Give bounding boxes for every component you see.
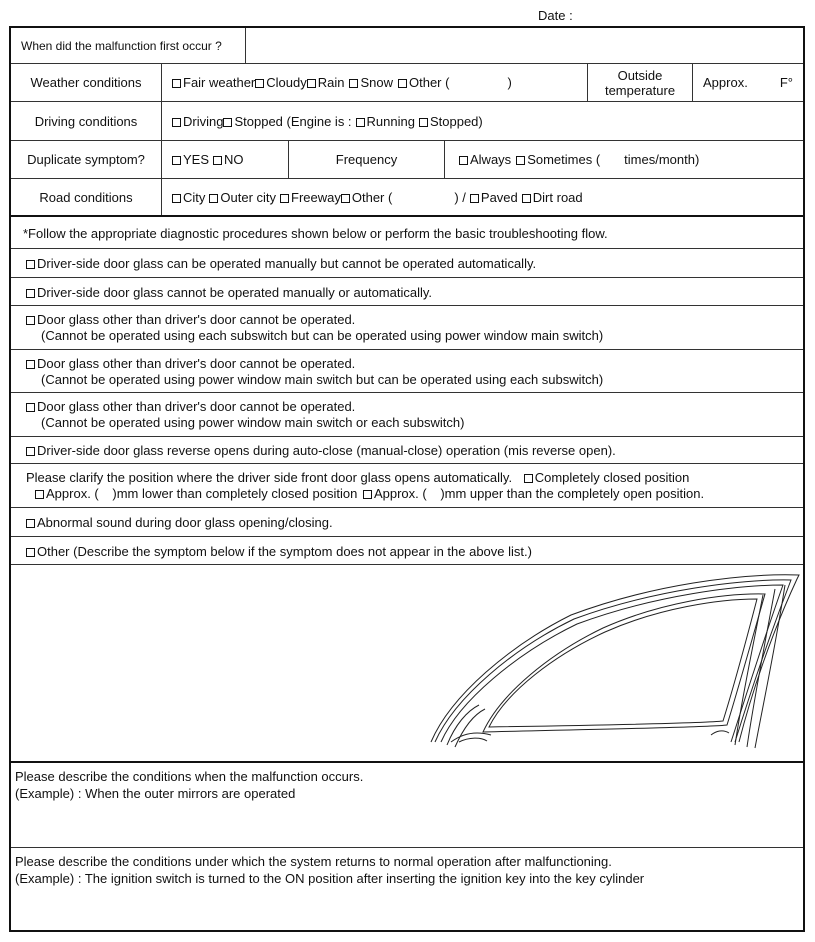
symptom-row (11, 393, 803, 437)
checkbox-approx-upper[interactable]: Approx. ( (363, 486, 427, 501)
checkbox-stopped[interactable]: Stopped (Engine is : (223, 114, 351, 129)
symptom-row (11, 278, 803, 306)
driving-label: Driving conditions (34, 113, 138, 129)
times-month-label: times/month) (624, 152, 700, 167)
describe-return-prompt: Please describe the conditions under which the system returns to normal operation after malfunctioning. (15, 854, 612, 869)
checkbox-completely-closed[interactable]: Completely closed position (524, 470, 690, 485)
outside-temp-label: Outside temperature (587, 64, 692, 101)
checkbox-symptom-6[interactable]: Driver-side door glass reverse opens during auto-close (manual-close) operation (mis reverse open). (26, 443, 616, 458)
checkbox-symptom-2[interactable]: Driver-side door glass cannot be operated manually or automatically. (26, 285, 432, 300)
checkbox-no[interactable]: NO (213, 152, 244, 167)
symptom-5-detail: (Cannot be operated using power window main switch or each subswitch) (41, 415, 465, 430)
symptom-row (11, 437, 803, 464)
describe-conditions-example: (Example) : When the outer mirrors are operated (15, 786, 296, 801)
checkbox-fair-weather[interactable]: Fair weather (172, 75, 255, 90)
approx-label: Approx. (703, 75, 748, 90)
frequency-label: Frequency (288, 141, 444, 178)
checkbox-sometimes[interactable]: Sometimes ( (516, 152, 600, 167)
row-weather (11, 64, 803, 102)
symptom-7-question: Please clarify the position where the driver side front door glass opens automatically. Completely closed position (26, 470, 690, 485)
temp-unit: F° (779, 75, 793, 90)
symptom-row (11, 350, 803, 393)
row-duplicate (11, 141, 803, 179)
checkbox-weather-other[interactable]: Other ( (398, 75, 449, 90)
drawing-area[interactable] (11, 565, 803, 763)
weather-label: Weather conditions (30, 75, 142, 90)
instruction-text: *Follow the appropriate diagnostic procedures shown below or perform the basic troubleshooting flow. (23, 226, 608, 241)
row-first-occur (11, 28, 803, 64)
frequency-options (444, 141, 803, 178)
row-road (11, 179, 803, 217)
diagnostic-worksheet (9, 26, 805, 932)
duplicate-options (161, 141, 288, 178)
symptom-row (11, 508, 803, 537)
checkbox-cloudy[interactable]: Cloudy (255, 75, 306, 90)
road-label: Road conditions (39, 189, 133, 205)
describe-conditions-section[interactable] (11, 763, 803, 848)
describe-conditions-prompt: Please describe the conditions when the malfunction occurs. (15, 769, 364, 784)
duplicate-label: Duplicate symptom? (27, 152, 145, 167)
checkbox-freeway[interactable]: Freeway (280, 190, 341, 205)
weather-other-close: ) (507, 75, 512, 90)
checkbox-always[interactable]: Always (459, 152, 511, 167)
symptom-row (11, 464, 803, 508)
date-label: Date : (538, 8, 573, 23)
describe-return-section[interactable] (11, 848, 803, 930)
symptom-7-options: Approx. ( )mm lower than completely closed position Approx. ( )mm upper than the completely open position. (35, 486, 704, 501)
weather-options (161, 64, 587, 101)
symptom-row (11, 306, 803, 350)
approx-temp-field[interactable] (692, 64, 803, 101)
checkbox-road-other[interactable]: Other ( (341, 190, 392, 205)
checkbox-symptom-8[interactable]: Abnormal sound during door glass opening/closing. (26, 515, 333, 530)
first-occur-field[interactable] (245, 28, 803, 63)
checkbox-engine-stopped[interactable]: Stopped) (419, 114, 483, 129)
door-frame-icon (431, 575, 799, 748)
symptom-3-detail: (Cannot be operated using each subswitch but can be operated using power window main switch) (41, 328, 604, 343)
row-instruction (11, 217, 803, 249)
checkbox-driving[interactable]: Driving (172, 114, 223, 129)
describe-return-example: (Example) : The ignition switch is turned to the ON position after inserting the ignition key into the key cylinder (15, 871, 645, 886)
door-glass-illustration (11, 565, 803, 761)
checkbox-symptom-5[interactable]: Door glass other than driver's door cannot be operated. (26, 399, 355, 414)
symptom-row (11, 537, 803, 565)
checkbox-running[interactable]: Running (356, 114, 415, 129)
checkbox-approx-lower[interactable]: Approx. ( (35, 486, 99, 501)
symptom-4-detail: (Cannot be operated using power window main switch but can be operated using each subswitch) (41, 372, 604, 387)
row-driving (11, 102, 803, 141)
first-occur-label: When did the malfunction first occur ? (21, 38, 222, 53)
checkbox-symptom-4[interactable]: Door glass other than driver's door cannot be operated. (26, 356, 355, 371)
checkbox-paved[interactable]: Paved (470, 190, 518, 205)
road-slash: ) / (454, 189, 466, 205)
checkbox-snow[interactable]: Snow (349, 75, 393, 90)
road-options (161, 179, 803, 215)
driving-options (161, 102, 803, 140)
checkbox-dirt-road[interactable]: Dirt road (522, 190, 583, 205)
symptom-row (11, 249, 803, 278)
checkbox-yes[interactable]: YES (172, 152, 209, 167)
checkbox-outer-city[interactable]: Outer city (209, 190, 276, 205)
checkbox-symptom-3[interactable]: Door glass other than driver's door cannot be operated. (26, 312, 355, 327)
checkbox-city[interactable]: City (172, 190, 205, 205)
checkbox-symptom-1[interactable]: Driver-side door glass can be operated manually but cannot be operated automatically. (26, 256, 536, 271)
checkbox-rain[interactable]: Rain (307, 75, 345, 90)
checkbox-symptom-9[interactable]: Other (Describe the symptom below if the symptom does not appear in the above list.) (26, 544, 532, 559)
